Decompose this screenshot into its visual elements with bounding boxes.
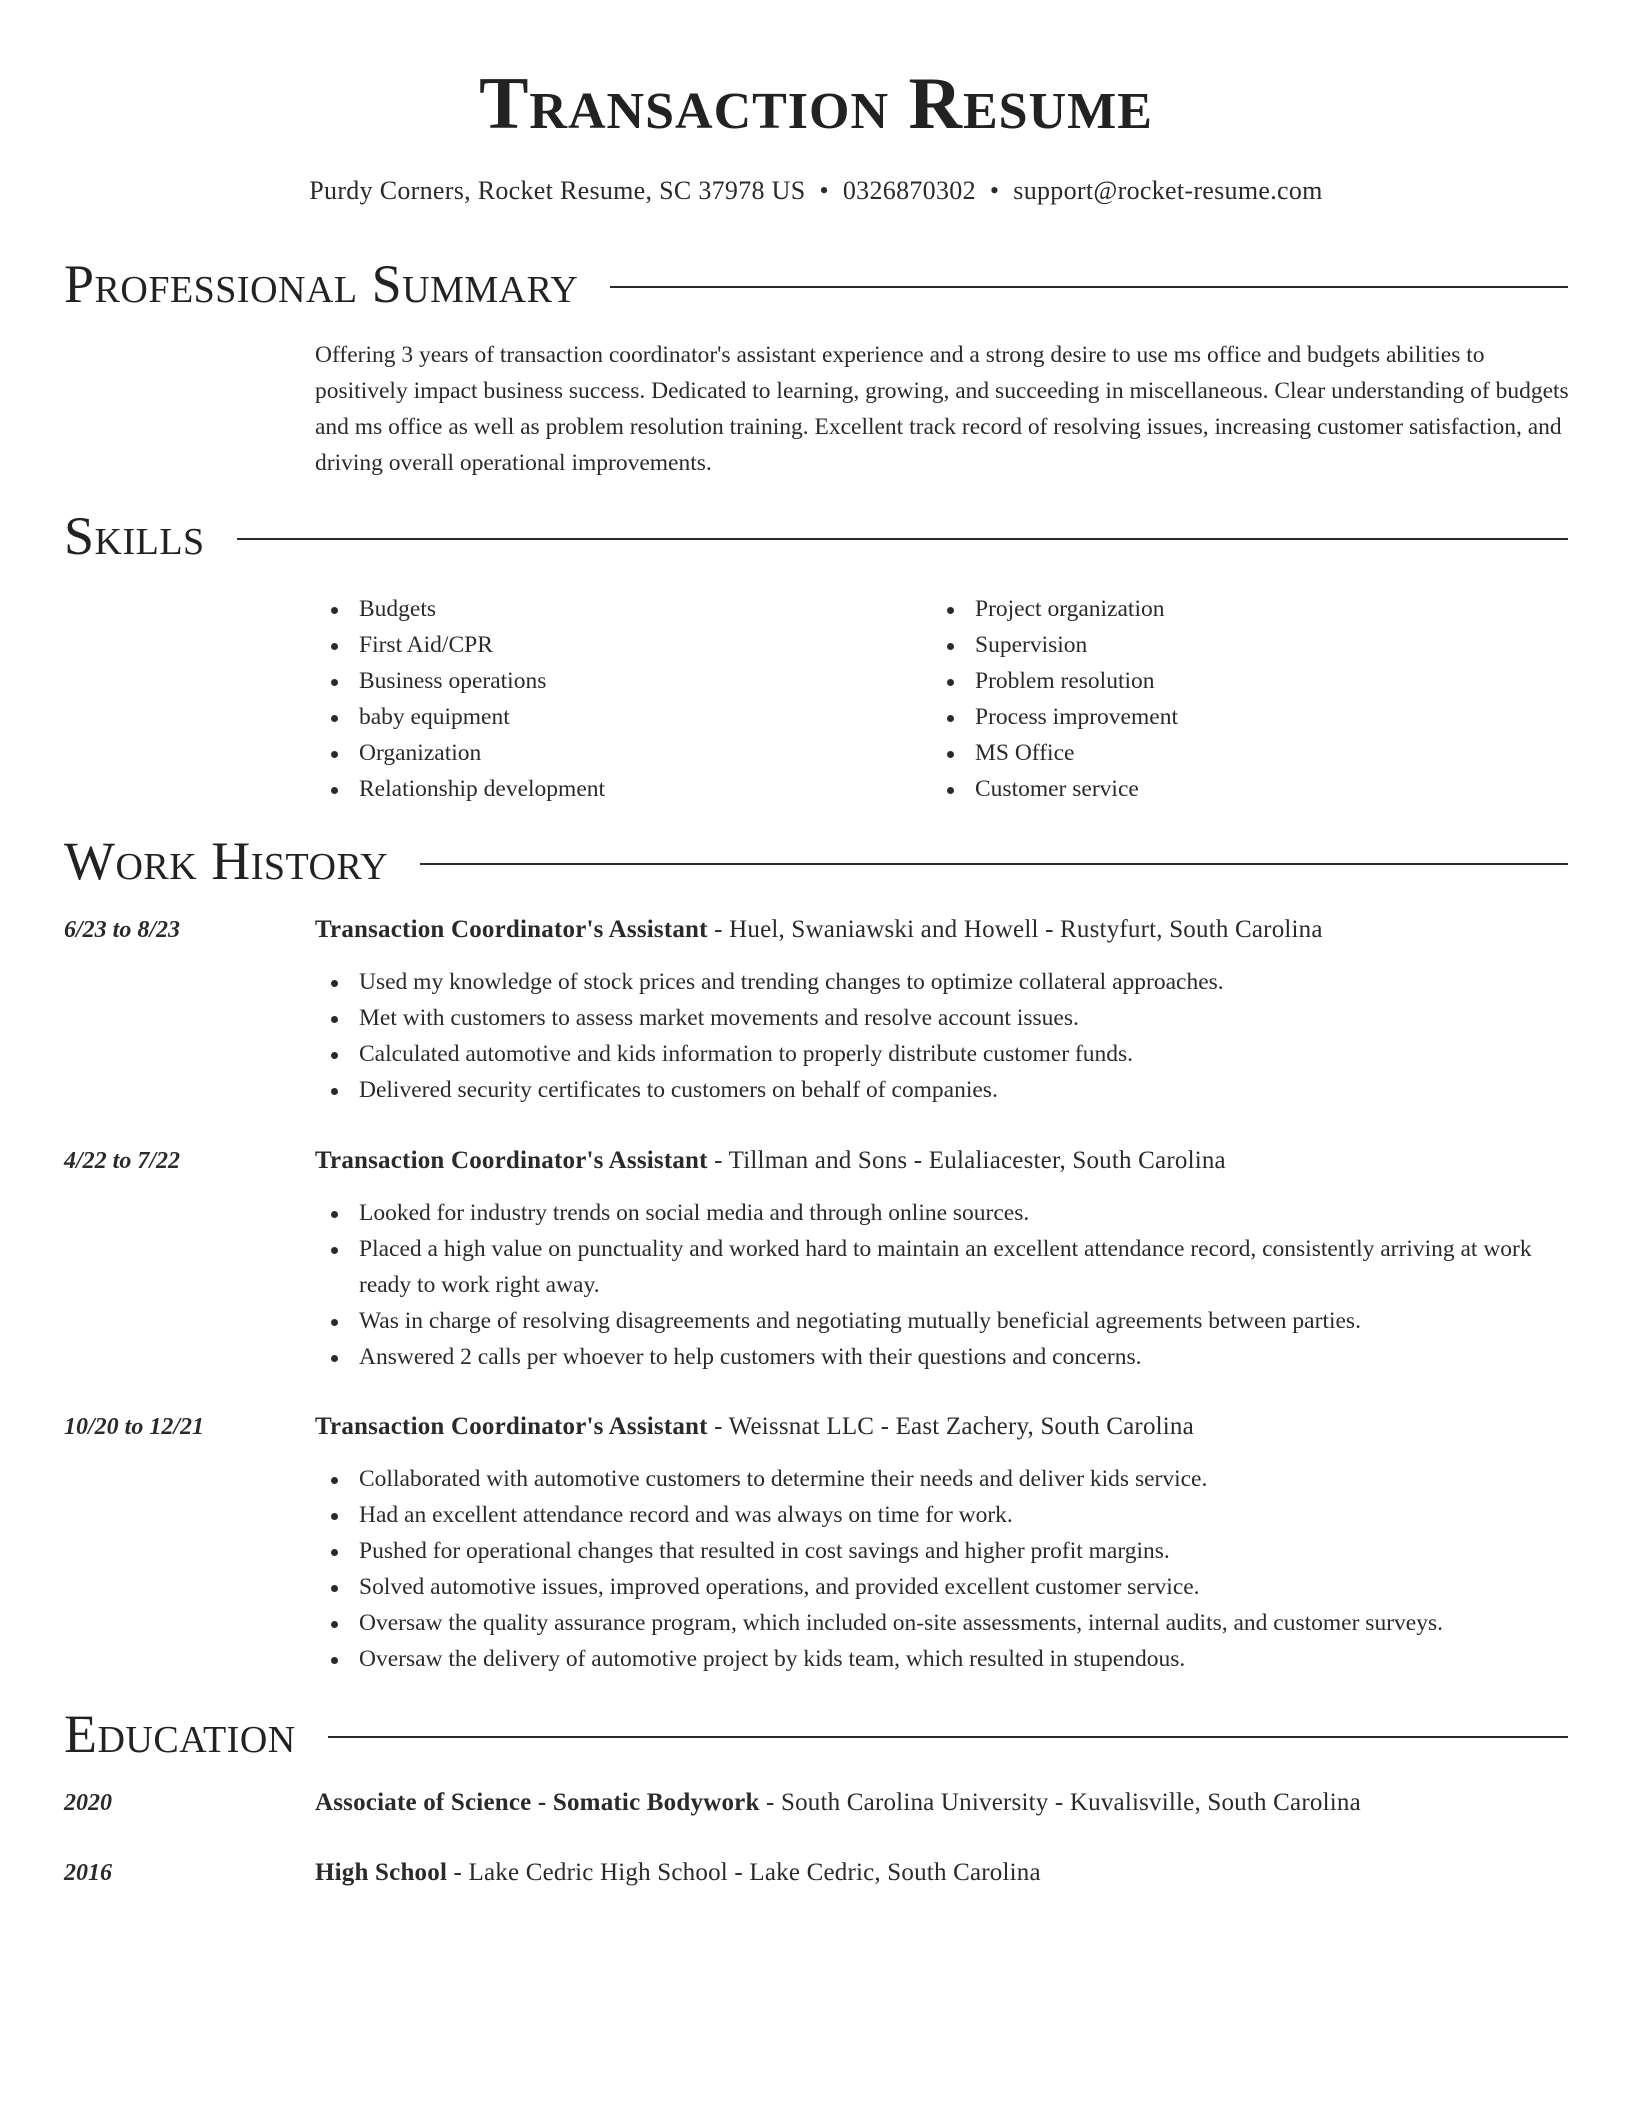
skill-item: Process improvement <box>931 699 1547 735</box>
education-school: - Lake Cedric High School - Lake Cedric, South Carolina <box>447 1859 1041 1886</box>
work-bullet: Was in charge of resolving disagreements and negotiating mutually beneficial agreements between parties. <box>315 1303 1570 1339</box>
work-bullet: Delivered security certificates to customers on behalf of companies. <box>315 1072 1570 1108</box>
skill-item: Budgets <box>315 591 931 627</box>
work-bullet: Used my knowledge of stock prices and trending changes to optimize collateral approaches. <box>315 964 1570 1000</box>
job-title: Transaction Coordinator's Assistant <box>315 916 708 943</box>
education-school: - South Carolina University - Kuvalisville, South Carolina <box>759 1789 1361 1816</box>
job-title: Transaction Coordinator's Assistant <box>315 1413 708 1440</box>
contact-email[interactable]: support@rocket-resume.com <box>1013 176 1323 205</box>
work-dates: 10/20 to 12/21 <box>64 1414 205 1440</box>
education-year: 2020 <box>64 1790 112 1816</box>
contact-phone: 0326870302 <box>842 176 976 205</box>
work-title-line <box>315 1143 1570 1179</box>
job-title: Transaction Coordinator's Assistant <box>315 1147 708 1174</box>
section-divider <box>237 538 1568 540</box>
skill-item: MS Office <box>931 735 1547 771</box>
skill-item: Business operations <box>315 663 931 699</box>
work-title-line <box>315 1409 1570 1445</box>
contact-separator: • <box>989 176 1000 205</box>
job-employer: - Weissnat LLC - East Zachery, South Carolina <box>707 1413 1194 1440</box>
education-degree: Associate of Science - Somatic Bodywork <box>315 1789 760 1816</box>
skill-item: Project organization <box>931 591 1547 627</box>
work-bullets <box>315 1195 1570 1375</box>
work-bullet: Pushed for operational changes that resulted in cost savings and higher profit margins. <box>315 1533 1570 1569</box>
skills-list <box>315 591 1570 807</box>
skills-heading: Skills <box>64 506 205 566</box>
skill-item: baby equipment <box>315 699 931 735</box>
work-history-section-header <box>64 831 1568 891</box>
work-bullet: Collaborated with automotive customers to determine their needs and deliver kids service. <box>315 1461 1570 1497</box>
work-bullet: Placed a high value on punctuality and worked hard to maintain an excellent attendance record, consistently arriving at work ready to work right away. <box>315 1231 1570 1303</box>
education-degree: High School <box>315 1859 448 1886</box>
education-title-line <box>315 1785 1570 1821</box>
education-year: 2016 <box>64 1860 112 1886</box>
skill-item: First Aid/CPR <box>315 627 931 663</box>
job-employer: - Tillman and Sons - Eulaliacester, South Carolina <box>707 1147 1226 1174</box>
contact-separator: • <box>819 176 829 205</box>
work-history-heading: Work History <box>64 831 389 891</box>
work-title-line <box>315 912 1570 948</box>
section-divider <box>420 863 1568 865</box>
section-divider <box>610 286 1568 288</box>
contact-address: Purdy Corners, Rocket Resume, SC 37978 US <box>309 176 806 205</box>
education-section-header <box>64 1704 1568 1764</box>
summary-section-header <box>64 254 1568 314</box>
work-bullet: Oversaw the quality assurance program, which included on-site assessments, internal audits, and customer surveys. <box>315 1605 1570 1641</box>
work-bullets <box>315 964 1570 1108</box>
skill-item: Customer service <box>931 771 1547 807</box>
skills-column-left <box>315 591 931 807</box>
work-bullet: Oversaw the delivery of automotive project by kids team, which resulted in stupendous. <box>315 1641 1570 1677</box>
skill-item: Supervision <box>931 627 1547 663</box>
resume-title: Transaction Resume <box>479 63 1153 145</box>
work-bullet: Calculated automotive and kids information to properly distribute customer funds. <box>315 1036 1570 1072</box>
work-bullets <box>315 1461 1570 1677</box>
skills-section-header <box>64 506 1568 566</box>
education-heading: Education <box>64 1704 296 1764</box>
work-bullet: Met with customers to assess market movements and resolve account issues. <box>315 1000 1570 1036</box>
skill-item: Problem resolution <box>931 663 1547 699</box>
job-employer: - Huel, Swaniawski and Howell - Rustyfurt, South Carolina <box>707 916 1323 943</box>
skill-item: Organization <box>315 735 931 771</box>
skills-column-right <box>931 591 1547 807</box>
summary-text: Offering 3 years of transaction coordinator's assistant experience and a strong desire to use ms office and budgets abilities to positively impact business success. Dedicated to learning, growing, and succeeding in miscellaneous. Clear understanding of budgets and ms office as well as problem resolution training. Excellent track record of resolving issues, increasing customer satisfaction, and driving overall operational improvements. <box>315 342 1569 476</box>
work-bullet: Looked for industry trends on social media and through online sources. <box>315 1195 1570 1231</box>
summary-heading: Professional Summary <box>64 254 579 314</box>
skill-item: Relationship development <box>315 771 931 807</box>
work-dates: 6/23 to 8/23 <box>64 917 181 943</box>
section-divider <box>328 1736 1568 1738</box>
work-dates: 4/22 to 7/22 <box>64 1148 181 1174</box>
contact-line <box>0 174 1632 208</box>
work-bullet: Solved automotive issues, improved operations, and provided excellent customer service. <box>315 1569 1570 1605</box>
work-bullet: Had an excellent attendance record and was always on time for work. <box>315 1497 1570 1533</box>
work-bullet: Answered 2 calls per whoever to help customers with their questions and concerns. <box>315 1339 1570 1375</box>
education-title-line <box>315 1855 1570 1891</box>
